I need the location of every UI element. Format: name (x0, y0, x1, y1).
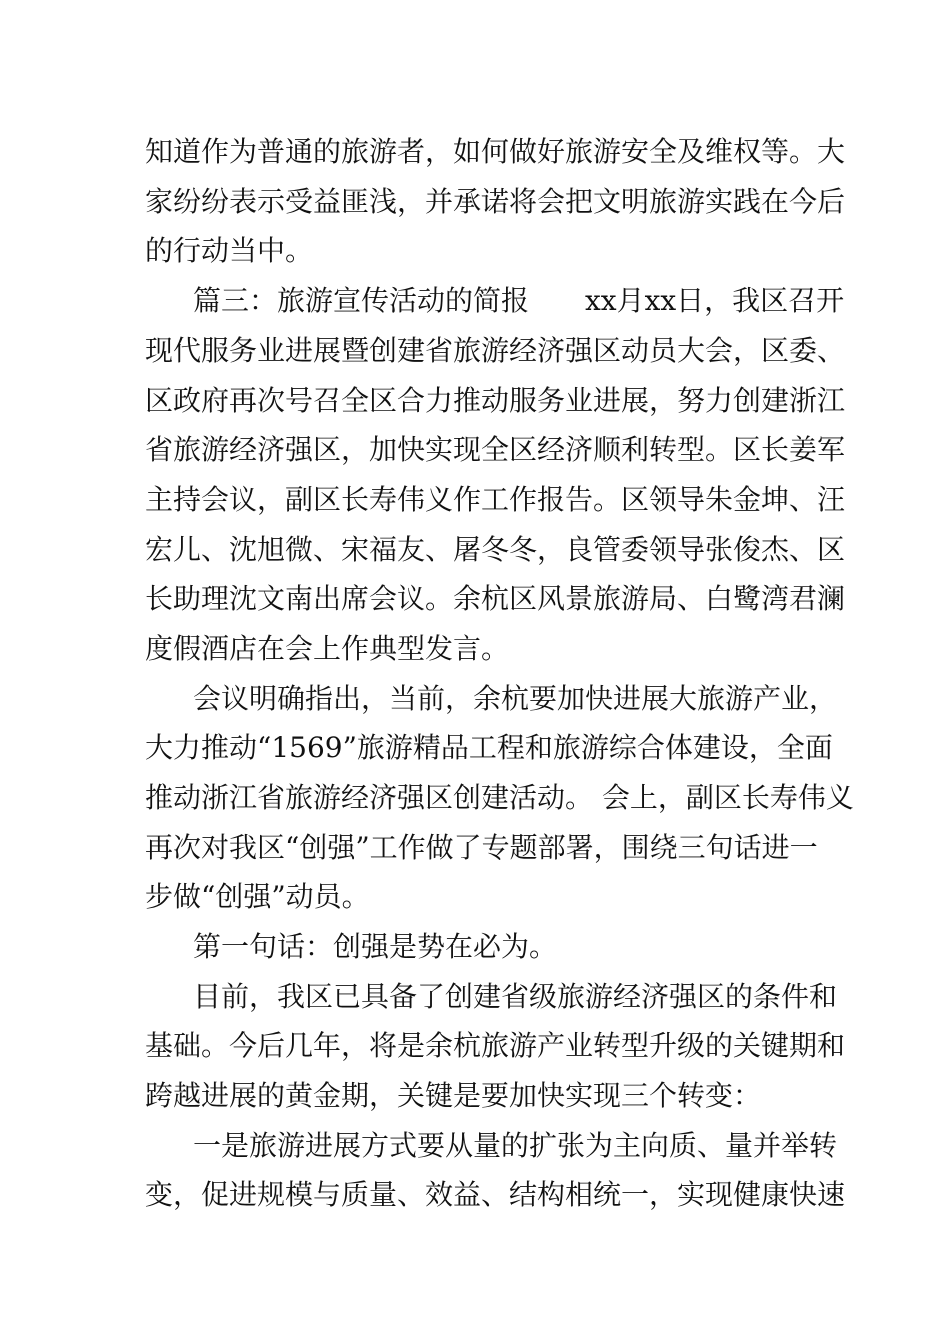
paragraph-line: 度假酒店在会上作典型发言。 (145, 632, 510, 665)
paragraph-line: 现代服务业进展暨创建省旅游经济强区动员大会，区委、 (145, 334, 846, 367)
paragraph-line: 变，促进规模与质量、效益、结构相统一，实现健康快速 (145, 1178, 846, 1211)
paragraph-line: 区政府再次号召全区合力推动服务业进展，努力创建浙江 (145, 384, 846, 417)
paragraph-line: 宏儿、沈旭微、宋福友、屠冬冬，良管委领导张俊杰、区 (145, 533, 846, 566)
paragraph-line: 的行动当中。 (145, 234, 314, 267)
paragraph-line: 基础。今后几年，将是余杭旅游产业转型升级的关键期和 (145, 1029, 846, 1062)
paragraph-line: 篇三：旅游宣传活动的简报 xx月xx日，我区召开 (193, 284, 845, 317)
paragraph-line: 步做“创强”动员。 (145, 880, 370, 913)
paragraph-line: 目前，我区已具备了创建省级旅游经济强区的条件和 (193, 980, 838, 1013)
paragraph-line: 省旅游经济强区，加快实现全区经济顺利转型。区长姜军 (145, 433, 846, 466)
paragraph-line: 再次对我区“创强”工作做了专题部署，围绕三句话进一 (145, 831, 818, 864)
paragraph-line: 家纷纷表示受益匪浅，并承诺将会把文明旅游实践在今后 (145, 185, 846, 218)
paragraph-line: 第一句话：创强是势在必为。 (193, 930, 558, 963)
paragraph-line: 主持会议，副区长寿伟义作工作报告。区领导朱金坤、汪 (145, 483, 846, 516)
paragraph-line: 推动浙江省旅游经济强区创建活动。 会上，副区长寿伟义 (145, 781, 854, 814)
paragraph-line: 长助理沈文南出席会议。余杭区风景旅游局、白鹭湾君澜 (145, 582, 846, 615)
paragraph-line: 会议明确指出，当前，余杭要加快进展大旅游产业， (193, 682, 838, 715)
paragraph-line: 一是旅游进展方式要从量的扩张为主向质、量并举转 (193, 1129, 838, 1162)
paragraph-line: 大力推动“1569”旅游精品工程和旅游综合体建设，全面 (145, 731, 833, 764)
paragraph-line: 跨越进展的黄金期，关键是要加快实现三个转变： (145, 1079, 762, 1112)
paragraph-line: 知道作为普通的旅游者，如何做好旅游安全及维权等。大 (145, 135, 846, 168)
